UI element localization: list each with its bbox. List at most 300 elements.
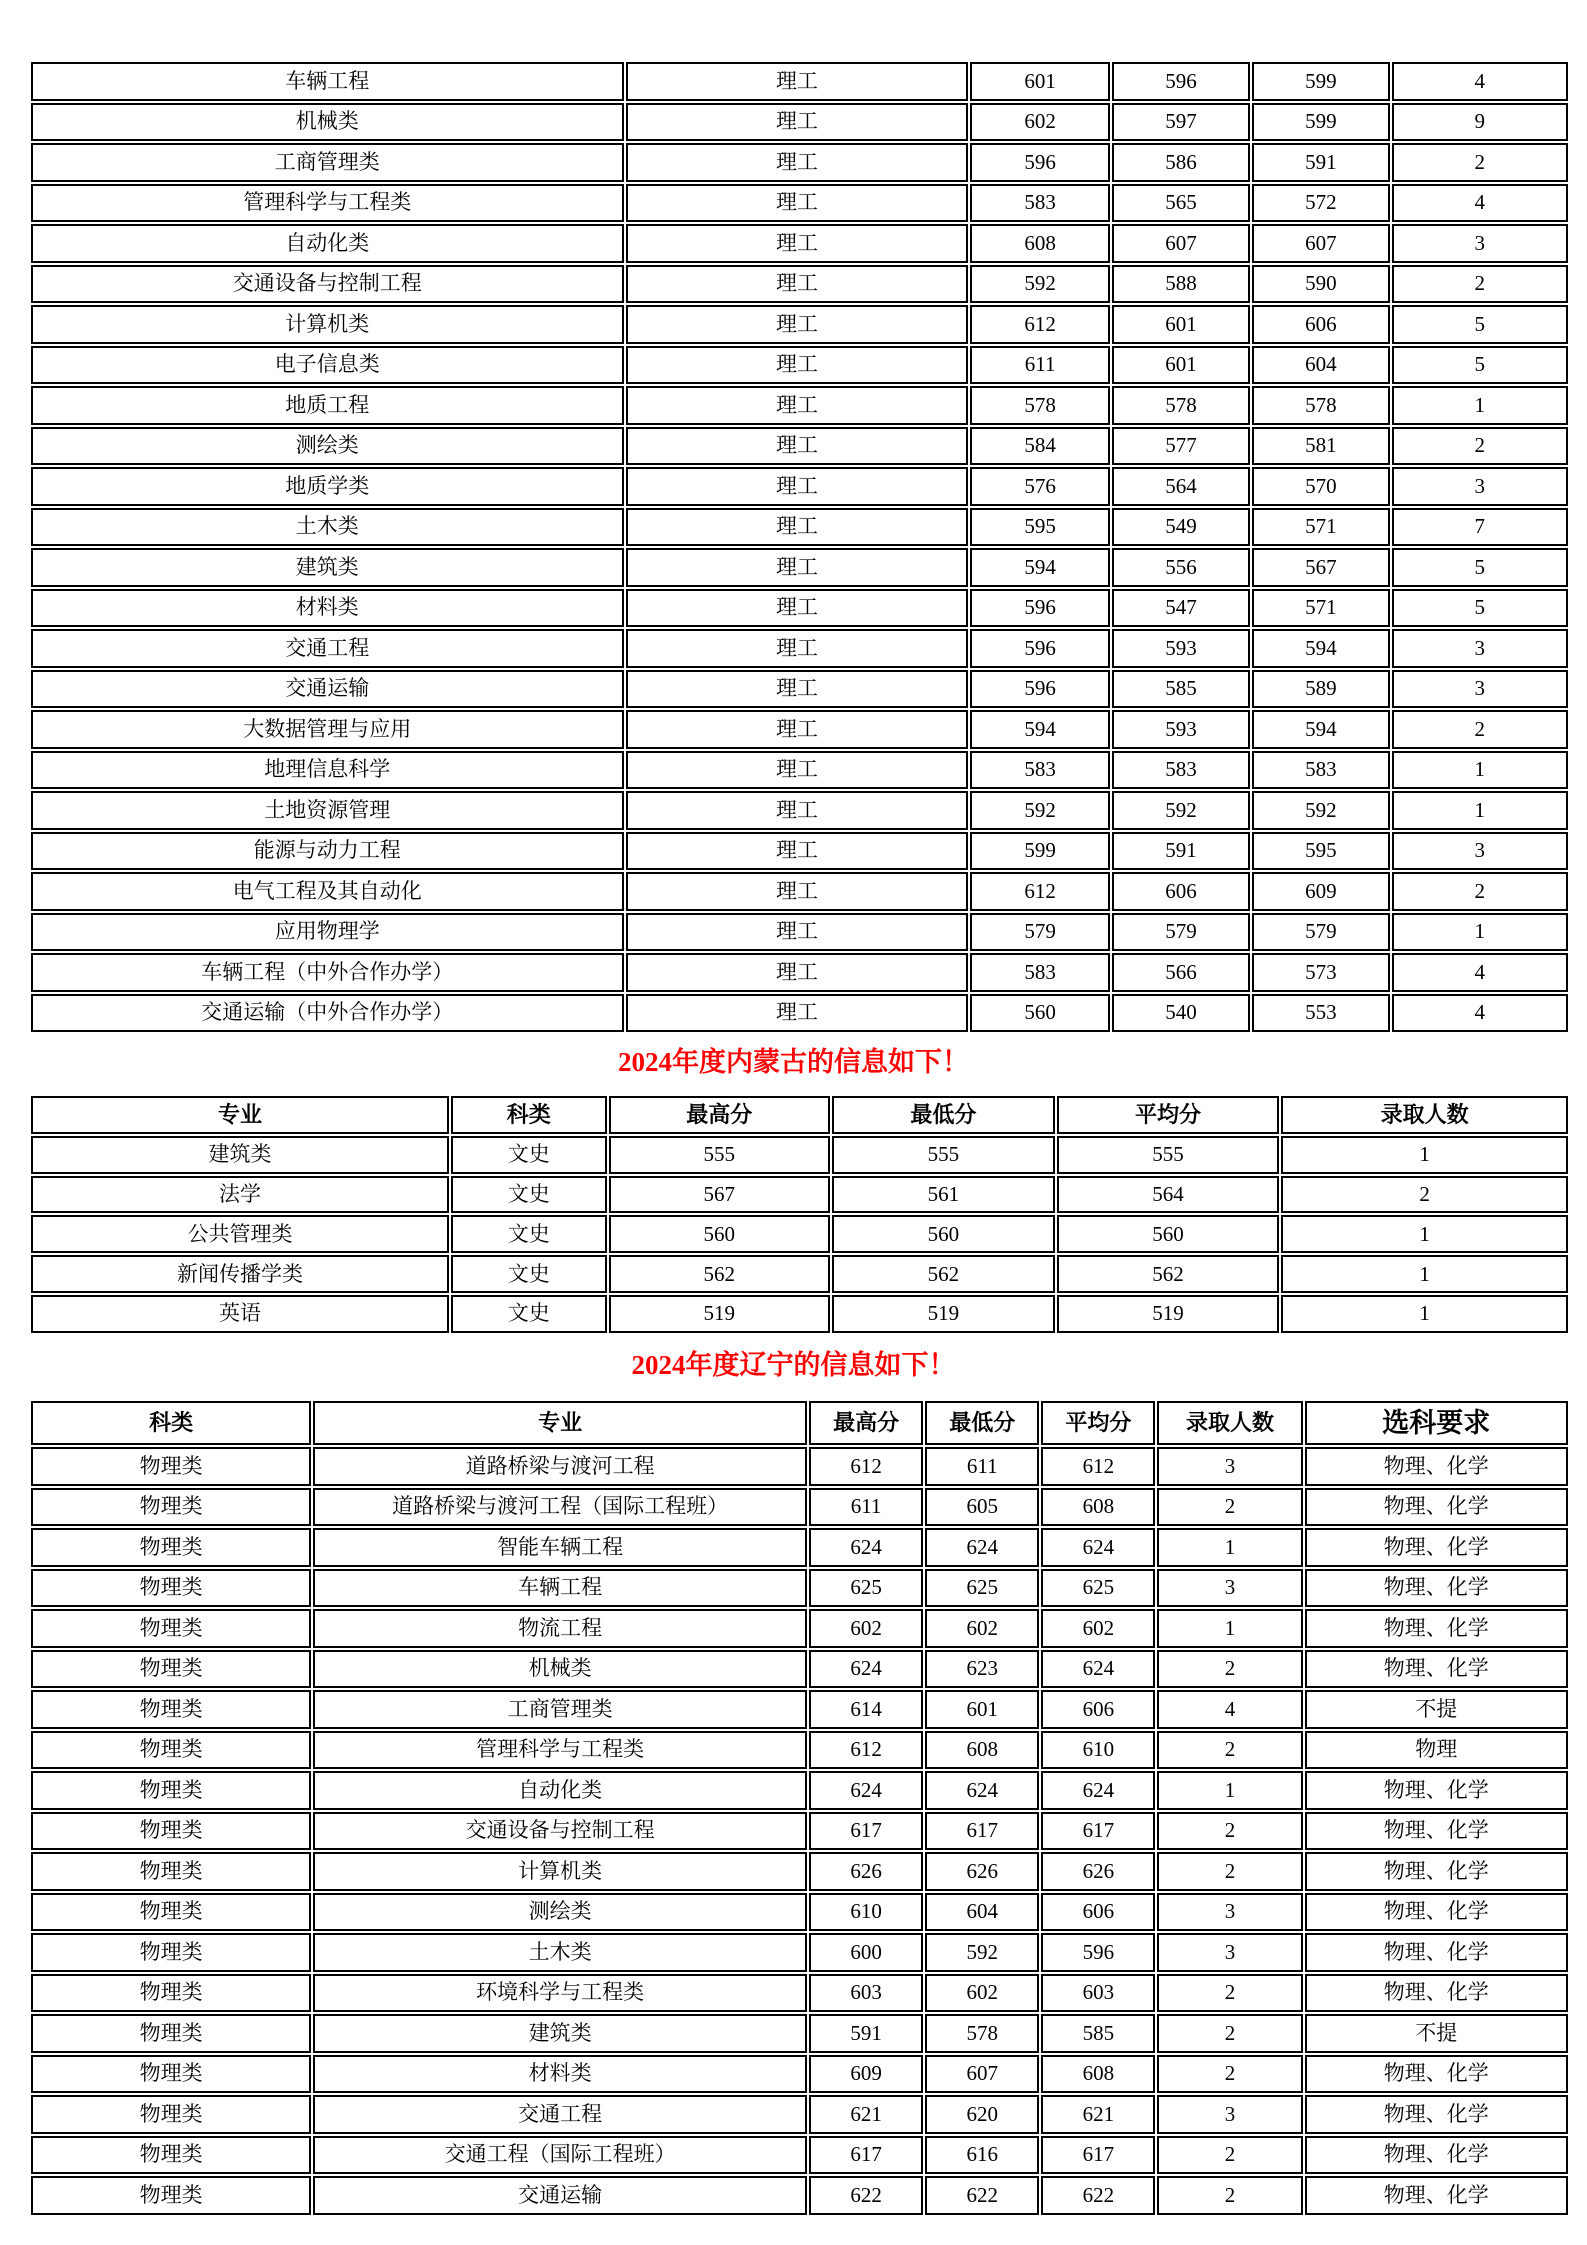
- cell-avg-score: 578: [1252, 386, 1389, 425]
- table-row: [31, 184, 1568, 223]
- cell-major: 车辆工程: [31, 62, 624, 101]
- cell-max-score: 560: [970, 994, 1109, 1033]
- cell-major: 智能车辆工程: [313, 1528, 807, 1567]
- cell-major: 电子信息类: [31, 346, 624, 385]
- cell-min-score: 588: [1112, 265, 1250, 304]
- table-row: [31, 62, 1568, 101]
- cell-admitted-count: 2: [1157, 1650, 1302, 1689]
- cell-major: 计算机类: [313, 1852, 807, 1891]
- table-row: [31, 1852, 1568, 1891]
- cell-admitted-count: 7: [1392, 508, 1568, 547]
- cell-min-score: 562: [832, 1255, 1055, 1293]
- table-row: [31, 1812, 1568, 1851]
- cell-max-score: 584: [970, 427, 1109, 466]
- table-row: [31, 832, 1568, 871]
- cell-category: 理工: [626, 751, 969, 790]
- cell-admitted-count: 2: [1157, 2136, 1302, 2175]
- cell-category: 物理类: [31, 2136, 311, 2175]
- cell-avg-score: 562: [1057, 1255, 1280, 1293]
- cell-min-score: 579: [1112, 913, 1250, 952]
- table-row: [31, 2136, 1568, 2175]
- cell-subject-requirement: 物理、化学: [1305, 1650, 1568, 1689]
- cell-major: 材料类: [313, 2055, 807, 2094]
- cell-min-score: 607: [1112, 224, 1250, 263]
- cell-category: 物理类: [31, 1771, 311, 1810]
- cell-major: 材料类: [31, 589, 624, 628]
- cell-major: 土木类: [313, 1933, 807, 1972]
- header-admitted-count: 录取人数: [1281, 1096, 1568, 1134]
- cell-major: 建筑类: [31, 1136, 449, 1174]
- cell-max-score: 560: [609, 1215, 831, 1253]
- cell-max-score: 624: [809, 1771, 923, 1810]
- cell-admitted-count: 1: [1157, 1609, 1302, 1648]
- table-row: [31, 1771, 1568, 1810]
- header-major: 专业: [313, 1401, 807, 1445]
- cell-max-score: 595: [970, 508, 1109, 547]
- cell-max-score: 579: [970, 913, 1109, 952]
- cell-category: 理工: [626, 548, 969, 587]
- cell-max-score: 617: [809, 1812, 923, 1851]
- cell-major: 交通工程: [31, 629, 624, 668]
- cell-min-score: 519: [832, 1295, 1055, 1333]
- cell-avg-score: 603: [1041, 1974, 1155, 2013]
- cell-admitted-count: 3: [1157, 1893, 1302, 1932]
- cell-major: 测绘类: [31, 427, 624, 466]
- cell-avg-score: 596: [1041, 1933, 1155, 1972]
- table-row: [31, 629, 1568, 668]
- cell-min-score: 549: [1112, 508, 1250, 547]
- cell-category: 理工: [626, 184, 969, 223]
- cell-admitted-count: 1: [1157, 1528, 1302, 1567]
- cell-category: 物理类: [31, 1488, 311, 1527]
- cell-min-score: 623: [925, 1650, 1039, 1689]
- cell-admitted-count: 2: [1281, 1176, 1568, 1214]
- header-major: 专业: [31, 1096, 449, 1134]
- table-row: [31, 1731, 1568, 1770]
- cell-admitted-count: 2: [1392, 265, 1568, 304]
- cell-category: 理工: [626, 629, 969, 668]
- header-category: 科类: [451, 1096, 606, 1134]
- cell-category: 理工: [626, 832, 969, 871]
- cell-subject-requirement: 不提: [1305, 2014, 1568, 2053]
- cell-category: 理工: [626, 346, 969, 385]
- cell-max-score: 592: [970, 265, 1109, 304]
- cell-major: 工商管理类: [31, 143, 624, 182]
- cell-min-score: 566: [1112, 953, 1250, 992]
- cell-admitted-count: 2: [1392, 710, 1568, 749]
- cell-avg-score: 555: [1057, 1136, 1280, 1174]
- admission-table-inner-mongolia: [29, 1094, 1570, 1335]
- table-row: [31, 670, 1568, 709]
- cell-max-score: 626: [809, 1852, 923, 1891]
- table-row: [31, 548, 1568, 587]
- cell-major: 交通运输: [31, 670, 624, 709]
- cell-admitted-count: 1: [1392, 751, 1568, 790]
- admission-table-inner-mongolia-body: [31, 1136, 1568, 1333]
- cell-admitted-count: 4: [1392, 953, 1568, 992]
- cell-min-score: 616: [925, 2136, 1039, 2175]
- table-row: [31, 791, 1568, 830]
- cell-max-score: 602: [970, 103, 1109, 142]
- cell-min-score: 605: [925, 1488, 1039, 1527]
- cell-avg-score: 571: [1252, 589, 1389, 628]
- cell-avg-score: 608: [1041, 2055, 1155, 2094]
- cell-avg-score: 606: [1041, 1690, 1155, 1729]
- section-title-inner-mongolia: 2024年度内蒙古的信息如下！: [618, 1047, 969, 1077]
- cell-category: 物理类: [31, 2176, 311, 2215]
- cell-max-score: 596: [970, 670, 1109, 709]
- cell-min-score: 583: [1112, 751, 1250, 790]
- cell-major: 公共管理类: [31, 1215, 449, 1253]
- cell-major: 土地资源管理: [31, 791, 624, 830]
- cell-subject-requirement: 物理: [1305, 1731, 1568, 1770]
- cell-category: 物理类: [31, 1569, 311, 1608]
- cell-major: 交通工程（国际工程班）: [313, 2136, 807, 2175]
- cell-category: 物理类: [31, 1852, 311, 1891]
- cell-category: 理工: [626, 103, 969, 142]
- cell-max-score: 596: [970, 143, 1109, 182]
- cell-avg-score: 583: [1252, 751, 1389, 790]
- cell-avg-score: 579: [1252, 913, 1389, 952]
- cell-avg-score: 610: [1041, 1731, 1155, 1770]
- cell-min-score: 608: [925, 1731, 1039, 1770]
- cell-avg-score: 602: [1041, 1609, 1155, 1648]
- cell-max-score: 592: [970, 791, 1109, 830]
- cell-avg-score: 599: [1252, 103, 1389, 142]
- cell-max-score: 624: [809, 1528, 923, 1567]
- table-row: [31, 2095, 1568, 2134]
- cell-subject-requirement: 物理、化学: [1305, 1771, 1568, 1810]
- cell-category: 物理类: [31, 1690, 311, 1729]
- cell-major: 地质工程: [31, 386, 624, 425]
- table-row: [31, 1974, 1568, 2013]
- cell-max-score: 596: [970, 589, 1109, 628]
- cell-subject-requirement: 物理、化学: [1305, 1528, 1568, 1567]
- table-row: [31, 913, 1568, 952]
- cell-max-score: 612: [809, 1731, 923, 1770]
- cell-max-score: 617: [809, 2136, 923, 2175]
- cell-category: 理工: [626, 994, 969, 1033]
- table-row: [31, 1609, 1568, 1648]
- cell-admitted-count: 3: [1157, 2095, 1302, 2134]
- table-header-row: [31, 1401, 1568, 1445]
- cell-admitted-count: 5: [1392, 346, 1568, 385]
- cell-category: 物理类: [31, 2095, 311, 2134]
- header-category: 科类: [31, 1401, 311, 1445]
- table-row: [31, 1295, 1568, 1333]
- cell-major: 管理科学与工程类: [313, 1731, 807, 1770]
- cell-min-score: 565: [1112, 184, 1250, 223]
- cell-max-score: 583: [970, 953, 1109, 992]
- cell-min-score: 577: [1112, 427, 1250, 466]
- cell-avg-score: 573: [1252, 953, 1389, 992]
- table-row: [31, 1176, 1568, 1214]
- cell-avg-score: 564: [1057, 1176, 1280, 1214]
- cell-avg-score: 595: [1252, 832, 1389, 871]
- cell-major: 自动化类: [31, 224, 624, 263]
- cell-admitted-count: 4: [1392, 184, 1568, 223]
- cell-admitted-count: 2: [1157, 2014, 1302, 2053]
- cell-min-score: 561: [832, 1176, 1055, 1214]
- cell-admitted-count: 1: [1392, 386, 1568, 425]
- cell-avg-score: 589: [1252, 670, 1389, 709]
- cell-avg-score: 608: [1041, 1488, 1155, 1527]
- cell-admitted-count: 3: [1157, 1933, 1302, 1972]
- header-admitted-count: 录取人数: [1157, 1401, 1302, 1445]
- admission-table-liaoning-body: [31, 1447, 1568, 2215]
- cell-max-score: 596: [970, 629, 1109, 668]
- cell-avg-score: 592: [1252, 791, 1389, 830]
- cell-admitted-count: 5: [1392, 548, 1568, 587]
- cell-min-score: 592: [925, 1933, 1039, 1972]
- cell-admitted-count: 2: [1157, 2055, 1302, 2094]
- table-row: [31, 305, 1568, 344]
- cell-subject-requirement: 物理、化学: [1305, 1852, 1568, 1891]
- cell-category: 文史: [451, 1176, 606, 1214]
- cell-admitted-count: 2: [1157, 1974, 1302, 2013]
- cell-category: 物理类: [31, 1609, 311, 1648]
- cell-admitted-count: 3: [1392, 670, 1568, 709]
- cell-major: 交通设备与控制工程: [31, 265, 624, 304]
- table-row: [31, 2014, 1568, 2053]
- cell-category: 文史: [451, 1295, 606, 1333]
- cell-category: 理工: [626, 224, 969, 263]
- cell-subject-requirement: 物理、化学: [1305, 1812, 1568, 1851]
- cell-category: 理工: [626, 427, 969, 466]
- cell-avg-score: 606: [1252, 305, 1389, 344]
- cell-major: 交通工程: [313, 2095, 807, 2134]
- cell-category: 文史: [451, 1136, 606, 1174]
- cell-min-score: 624: [925, 1528, 1039, 1567]
- cell-admitted-count: 4: [1392, 994, 1568, 1033]
- header-min-score: 最低分: [832, 1096, 1055, 1134]
- cell-major: 道路桥梁与渡河工程: [313, 1447, 807, 1486]
- header-max-score: 最高分: [609, 1096, 831, 1134]
- cell-max-score: 612: [970, 872, 1109, 911]
- cell-min-score: 591: [1112, 832, 1250, 871]
- cell-min-score: 611: [925, 1447, 1039, 1486]
- cell-category: 理工: [626, 508, 969, 547]
- cell-major: 大数据管理与应用: [31, 710, 624, 749]
- table-row: [31, 467, 1568, 506]
- cell-admitted-count: 9: [1392, 103, 1568, 142]
- cell-avg-score: 624: [1041, 1650, 1155, 1689]
- cell-admitted-count: 5: [1392, 589, 1568, 628]
- cell-min-score: 601: [1112, 346, 1250, 385]
- cell-major: 法学: [31, 1176, 449, 1214]
- cell-avg-score: 553: [1252, 994, 1389, 1033]
- table-row: [31, 710, 1568, 749]
- table-row: [31, 872, 1568, 911]
- cell-max-score: 624: [809, 1650, 923, 1689]
- cell-category: 物理类: [31, 1812, 311, 1851]
- cell-major: 交通运输: [313, 2176, 807, 2215]
- header-max-score: 最高分: [809, 1401, 923, 1445]
- cell-min-score: 586: [1112, 143, 1250, 182]
- cell-category: 理工: [626, 872, 969, 911]
- cell-avg-score: 624: [1041, 1528, 1155, 1567]
- cell-category: 物理类: [31, 1731, 311, 1770]
- cell-category: 理工: [626, 305, 969, 344]
- cell-max-score: 567: [609, 1176, 831, 1214]
- cell-max-score: 612: [809, 1447, 923, 1486]
- cell-category: 理工: [626, 143, 969, 182]
- cell-max-score: 594: [970, 548, 1109, 587]
- cell-min-score: 593: [1112, 710, 1250, 749]
- cell-avg-score: 519: [1057, 1295, 1280, 1333]
- cell-max-score: 555: [609, 1136, 831, 1174]
- cell-subject-requirement: 物理、化学: [1305, 2136, 1568, 2175]
- cell-avg-score: 606: [1041, 1893, 1155, 1932]
- table-row: [31, 1215, 1568, 1253]
- cell-max-score: 519: [609, 1295, 831, 1333]
- cell-min-score: 556: [1112, 548, 1250, 587]
- cell-admitted-count: 3: [1392, 224, 1568, 263]
- cell-min-score: 601: [925, 1690, 1039, 1729]
- cell-min-score: 597: [1112, 103, 1250, 142]
- table-row: [31, 1136, 1568, 1174]
- cell-admitted-count: 2: [1392, 427, 1568, 466]
- cell-min-score: 593: [1112, 629, 1250, 668]
- cell-admitted-count: 1: [1281, 1136, 1568, 1174]
- cell-max-score: 625: [809, 1569, 923, 1608]
- cell-max-score: 621: [809, 2095, 923, 2134]
- cell-category: 理工: [626, 467, 969, 506]
- cell-max-score: 583: [970, 751, 1109, 790]
- cell-admitted-count: 2: [1157, 2176, 1302, 2215]
- section-title-liaoning: 2024年度辽宁的信息如下！: [631, 1350, 956, 1380]
- cell-avg-score: 621: [1041, 2095, 1155, 2134]
- cell-admitted-count: 1: [1392, 791, 1568, 830]
- cell-category: 物理类: [31, 2014, 311, 2053]
- cell-min-score: 596: [1112, 62, 1250, 101]
- cell-min-score: 622: [925, 2176, 1039, 2215]
- cell-min-score: 626: [925, 1852, 1039, 1891]
- cell-category: 文史: [451, 1255, 606, 1293]
- cell-avg-score: 560: [1057, 1215, 1280, 1253]
- cell-category: 理工: [626, 265, 969, 304]
- cell-min-score: 617: [925, 1812, 1039, 1851]
- cell-major: 计算机类: [31, 305, 624, 344]
- table-row: [31, 2176, 1568, 2215]
- cell-min-score: 602: [925, 1974, 1039, 2013]
- cell-min-score: 578: [925, 2014, 1039, 2053]
- cell-max-score: 594: [970, 710, 1109, 749]
- cell-min-score: 578: [1112, 386, 1250, 425]
- cell-avg-score: 581: [1252, 427, 1389, 466]
- cell-admitted-count: 4: [1157, 1690, 1302, 1729]
- cell-subject-requirement: 物理、化学: [1305, 1609, 1568, 1648]
- cell-subject-requirement: 物理、化学: [1305, 2095, 1568, 2134]
- cell-major: 车辆工程（中外合作办学）: [31, 953, 624, 992]
- cell-min-score: 547: [1112, 589, 1250, 628]
- admission-table-liaoning: [29, 1399, 1570, 2217]
- cell-max-score: 614: [809, 1690, 923, 1729]
- cell-major: 地理信息科学: [31, 751, 624, 790]
- cell-avg-score: 594: [1252, 629, 1389, 668]
- cell-avg-score: 567: [1252, 548, 1389, 587]
- cell-avg-score: 617: [1041, 2136, 1155, 2175]
- cell-category: 理工: [626, 386, 969, 425]
- cell-min-score: 604: [925, 1893, 1039, 1932]
- cell-max-score: 600: [809, 1933, 923, 1972]
- cell-avg-score: 591: [1252, 143, 1389, 182]
- cell-admitted-count: 2: [1157, 1852, 1302, 1891]
- cell-min-score: 585: [1112, 670, 1250, 709]
- cell-category: 物理类: [31, 1528, 311, 1567]
- cell-major: 土木类: [31, 508, 624, 547]
- cell-avg-score: 590: [1252, 265, 1389, 304]
- cell-max-score: 601: [970, 62, 1109, 101]
- cell-category: 理工: [626, 589, 969, 628]
- cell-min-score: 564: [1112, 467, 1250, 506]
- cell-subject-requirement: 不提: [1305, 1690, 1568, 1729]
- cell-category: 理工: [626, 953, 969, 992]
- cell-avg-score: 625: [1041, 1569, 1155, 1608]
- table-row: [31, 386, 1568, 425]
- table-row: [31, 751, 1568, 790]
- cell-major: 工商管理类: [313, 1690, 807, 1729]
- table-row: [31, 346, 1568, 385]
- cell-major: 机械类: [31, 103, 624, 142]
- header-avg-score: 平均分: [1057, 1096, 1280, 1134]
- cell-max-score: 603: [809, 1974, 923, 2013]
- cell-major: 应用物理学: [31, 913, 624, 952]
- cell-avg-score: 607: [1252, 224, 1389, 263]
- cell-admitted-count: 4: [1392, 62, 1568, 101]
- cell-major: 道路桥梁与渡河工程（国际工程班）: [313, 1488, 807, 1527]
- cell-major: 地质学类: [31, 467, 624, 506]
- cell-max-score: 576: [970, 467, 1109, 506]
- cell-category: 理工: [626, 710, 969, 749]
- cell-category: 文史: [451, 1215, 606, 1253]
- table-row: [31, 1255, 1568, 1293]
- cell-category: 理工: [626, 791, 969, 830]
- cell-min-score: 592: [1112, 791, 1250, 830]
- table-row: [31, 103, 1568, 142]
- cell-category: 物理类: [31, 2055, 311, 2094]
- cell-admitted-count: 3: [1157, 1569, 1302, 1608]
- cell-category: 物理类: [31, 1933, 311, 1972]
- cell-major: 英语: [31, 1295, 449, 1333]
- cell-min-score: 555: [832, 1136, 1055, 1174]
- cell-max-score: 611: [809, 1488, 923, 1527]
- cell-subject-requirement: 物理、化学: [1305, 1974, 1568, 2013]
- cell-category: 理工: [626, 62, 969, 101]
- cell-min-score: 620: [925, 2095, 1039, 2134]
- cell-major: 车辆工程: [313, 1569, 807, 1608]
- cell-admitted-count: 3: [1392, 629, 1568, 668]
- cell-major: 管理科学与工程类: [31, 184, 624, 223]
- cell-admitted-count: 2: [1392, 872, 1568, 911]
- cell-admitted-count: 1: [1392, 913, 1568, 952]
- header-subject-requirement: 选科要求: [1305, 1401, 1568, 1445]
- cell-max-score: 583: [970, 184, 1109, 223]
- cell-subject-requirement: 物理、化学: [1305, 2176, 1568, 2215]
- admission-table-previous: [29, 60, 1570, 1034]
- cell-avg-score: 604: [1252, 346, 1389, 385]
- table-row: [31, 143, 1568, 182]
- cell-max-score: 609: [809, 2055, 923, 2094]
- cell-avg-score: 626: [1041, 1852, 1155, 1891]
- cell-admitted-count: 2: [1157, 1812, 1302, 1851]
- cell-subject-requirement: 物理、化学: [1305, 1933, 1568, 1972]
- table-row: [31, 2055, 1568, 2094]
- cell-max-score: 610: [809, 1893, 923, 1932]
- cell-max-score: 622: [809, 2176, 923, 2215]
- table-row: [31, 1447, 1568, 1486]
- header-avg-score: 平均分: [1041, 1401, 1155, 1445]
